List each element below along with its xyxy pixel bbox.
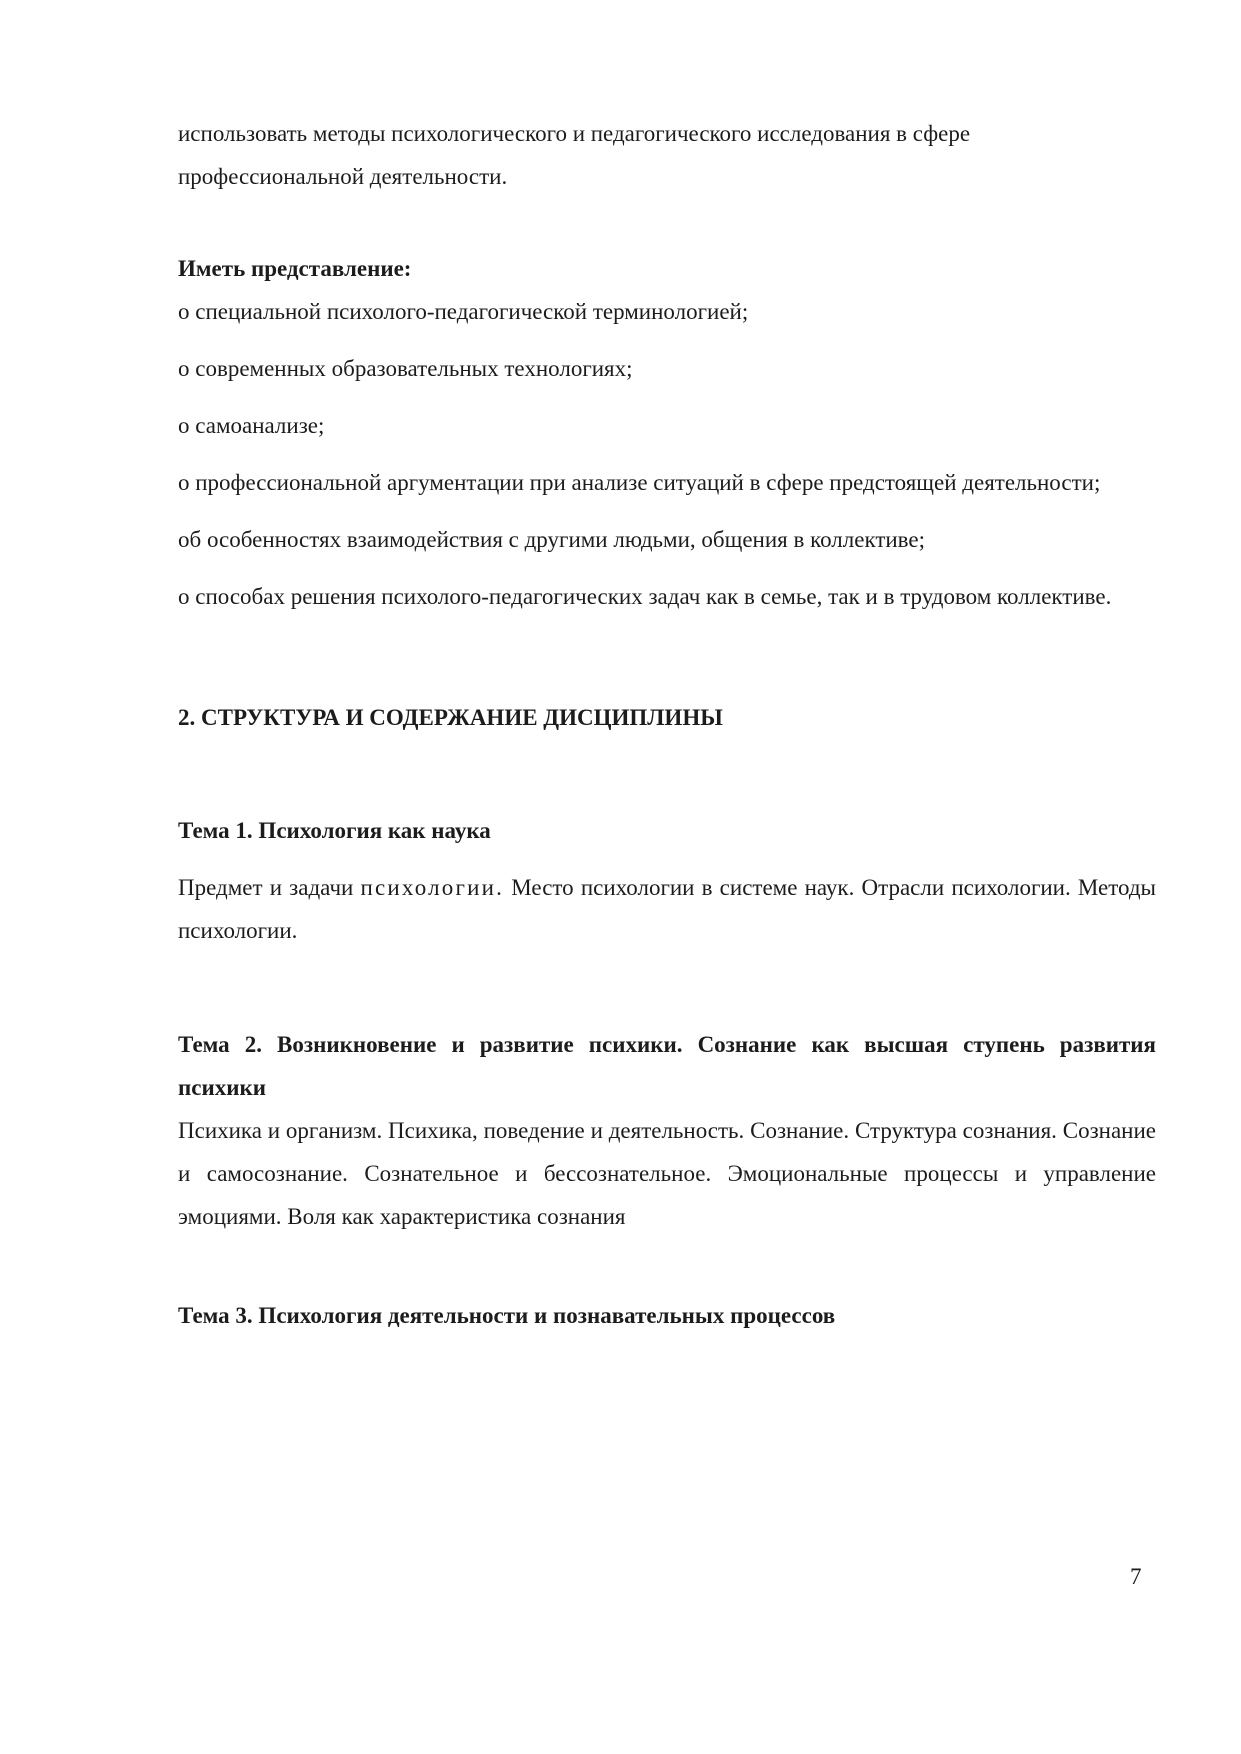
- representation-item: о специальной психолого-педагогической терминологией;: [178, 299, 749, 324]
- section-title: 2. СТРУКТУРА И СОДЕРЖАНИЕ ДИСЦИПЛИНЫ: [178, 705, 723, 730]
- representation-item: о способах решения психолого-педагогических задач как в семье, так и в трудовом коллективе.: [178, 584, 1112, 609]
- representation-heading: Иметь представление:: [178, 256, 412, 281]
- topic-1-title: Тема 1. Психология как наука: [178, 818, 491, 843]
- representation-item: об особенностях взаимодействия с другими людьми, общения в коллективе;: [178, 527, 926, 552]
- topic-1-text: [178, 866, 1156, 952]
- topic-3-title: Тема 3. Психология деятельности и познавательных процессов: [178, 1303, 836, 1328]
- intro-paragraph: использовать методы психологического и педагогического исследования в сфере профессиональной деятельности.: [178, 121, 971, 189]
- topic-1-text-spaced: психологии.: [360, 875, 505, 900]
- topic-1-text-end: Место психологии в системе наук. Отрасли психологии. Методы психологии.: [178, 875, 1157, 943]
- representation-item: о профессиональной аргументации при анализе ситуаций в сфере предстоящей деятельности;: [178, 470, 1101, 495]
- page-number: 7: [1130, 1564, 1142, 1589]
- representation-item: о самоанализе;: [178, 413, 325, 438]
- topic-1-text-start: Предмет и задачи: [178, 875, 361, 900]
- representation-item: о современных образовательных технологиях;: [178, 356, 633, 381]
- document-page: [178, 112, 1156, 1337]
- topic-2-title: Тема 2. Возникновение и развитие психики. Сознание как высшая ступень развития психики: [178, 1032, 1156, 1100]
- topic-2-text: Психика и организм. Психика, поведение и деятельность. Сознание. Структура сознания. Сознание и самосознание. Сознательное и бессознательное. Эмоциональные процессы и управление эмоциями. Воля как характеристика сознания: [178, 1118, 1156, 1229]
